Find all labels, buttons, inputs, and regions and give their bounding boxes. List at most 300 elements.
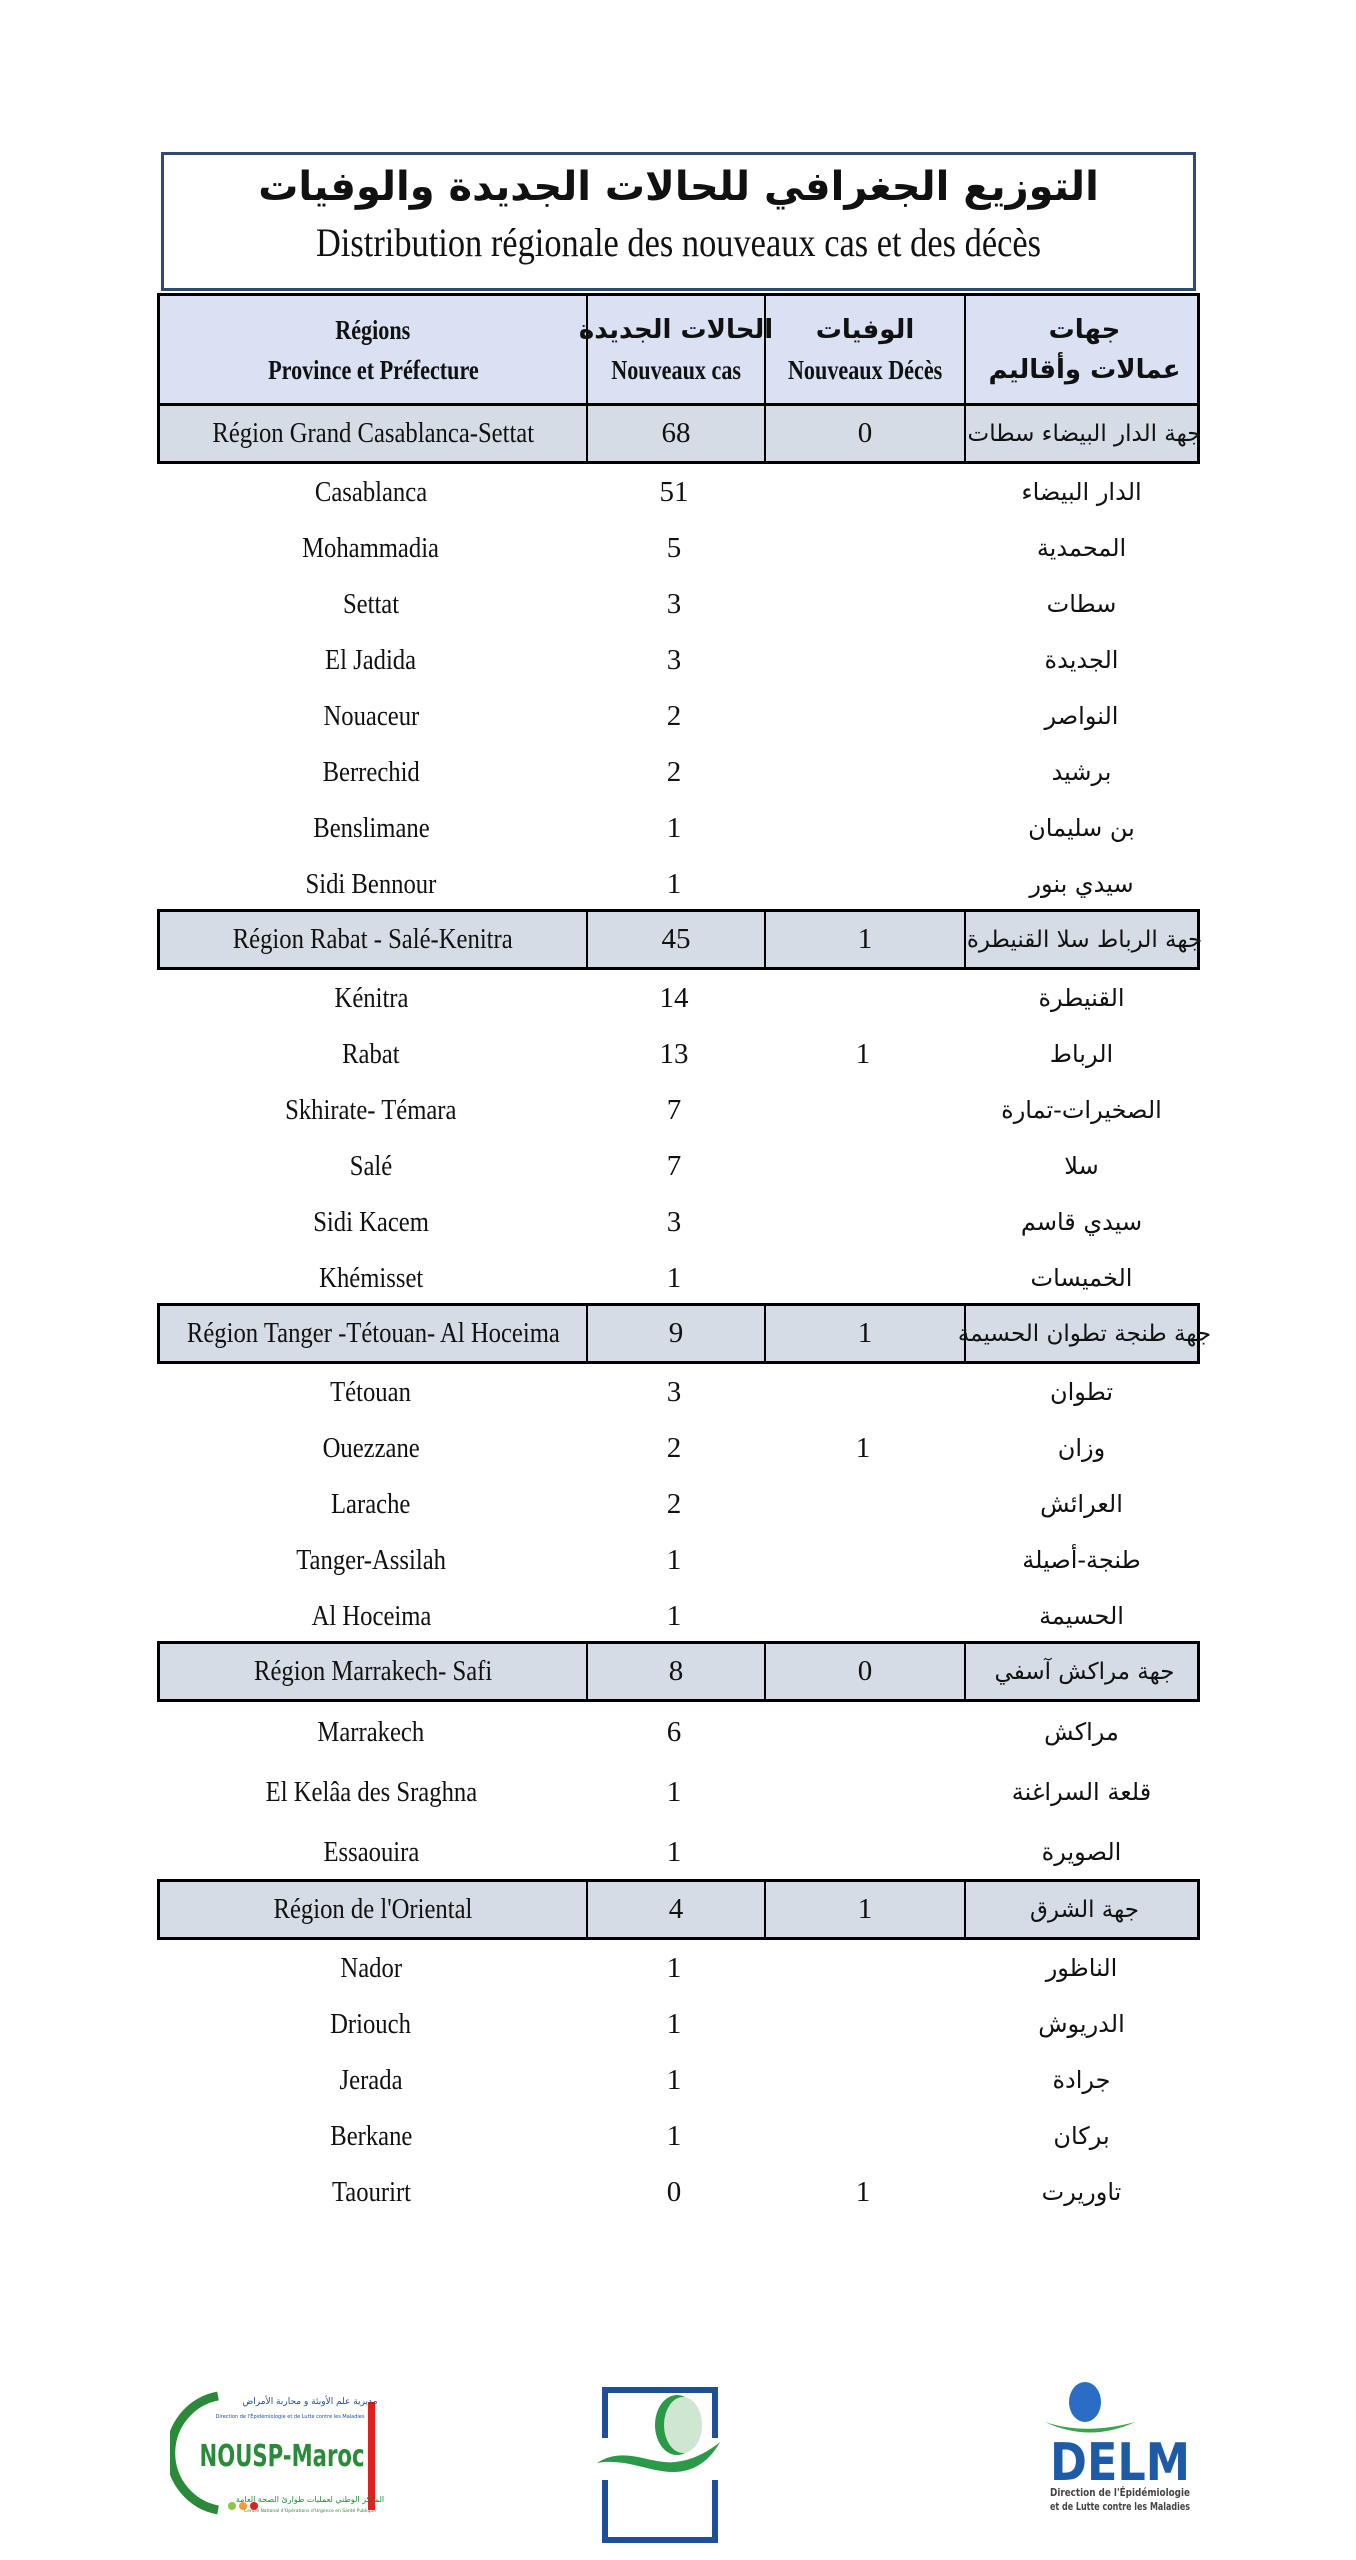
region-name-ar-text: جهة الرباط سلا القنيطرة: [966, 926, 1203, 953]
nousp-top-ar: مديرية علم الأوبئة و محاربة الأمراض: [242, 2397, 378, 2407]
province-new-deaths: [763, 2052, 963, 2108]
region-new-deaths-text: 0: [857, 1655, 873, 1687]
province-new-cases-text: 0: [666, 2175, 682, 2208]
region-name-fr-text: Région Tanger -Tétouan- Al Hoceima: [186, 1317, 560, 1349]
province-new-cases: [585, 1940, 763, 1996]
province-name-ar-text: الدار البيضاء: [1021, 478, 1142, 506]
region-new-deaths-text: 1: [857, 1317, 873, 1349]
province-name-fr-text: Essaouira: [323, 1835, 419, 1868]
province-name-fr: [157, 1138, 585, 1194]
province-new-cases: [585, 856, 763, 912]
province-new-cases-text: 1: [666, 867, 682, 900]
province-new-cases-text: 2: [666, 1487, 682, 1520]
province-name-fr: [157, 1026, 585, 1082]
province-name-ar: [963, 1476, 1200, 1532]
province-new-cases-text: 1: [666, 1543, 682, 1576]
province-name-fr: [157, 1250, 585, 1306]
province-new-deaths: [763, 970, 963, 1026]
province-name-fr-text: El Kelâa des Sraghna: [265, 1775, 477, 1808]
title-arabic: التوزيع الجغرافي للحالات الجديدة والوفيات: [258, 164, 1099, 210]
region-row: [157, 909, 1203, 970]
province-new-cases-text: 1: [666, 811, 682, 844]
province-name-ar-text: القنيطرة: [1038, 984, 1125, 1012]
nousp-top-fr: Direction de l'Épidémiologie et de Lutte contre les Maladies: [215, 2414, 365, 2420]
province-name-ar: [963, 576, 1200, 632]
region-name-ar-text: جهة مراكش آسفي: [994, 1658, 1175, 1685]
province-new-deaths: [763, 2164, 963, 2220]
province-row: [157, 1996, 1200, 2052]
province-new-cases: [585, 1476, 763, 1532]
province-new-cases-text: 14: [659, 981, 689, 1014]
region-new-deaths: [766, 406, 966, 461]
province-new-cases: [585, 464, 763, 520]
province-name-ar-text: الصويرة: [1041, 1838, 1122, 1866]
region-row: [157, 1879, 1200, 1940]
delm-swoosh-icon: [1045, 2422, 1135, 2433]
province-name-ar-text: مراكش: [1044, 1718, 1119, 1746]
province-row: [157, 1082, 1200, 1138]
province-row: [157, 1762, 1200, 1822]
province-new-deaths: [763, 464, 963, 520]
region-new-cases-text: 4: [668, 1893, 684, 1925]
province-new-cases: [585, 576, 763, 632]
region-new-cases: [588, 1644, 766, 1699]
header-regions-ar: [966, 296, 1203, 403]
region-name-fr-text: Région Marrakech- Safi: [253, 1655, 493, 1687]
province-row: [157, 744, 1200, 800]
province-name-fr-text: Ouezzane: [322, 1431, 420, 1464]
province-new-cases-text: 2: [666, 755, 682, 788]
province-name-fr-text: Tétouan: [330, 1375, 412, 1408]
header-regions-label: Régions: [335, 314, 411, 345]
province-new-deaths: [763, 1762, 963, 1822]
province-name-ar: [963, 2164, 1200, 2220]
province-new-cases: [585, 970, 763, 1026]
province-new-deaths: [763, 856, 963, 912]
province-new-deaths: [763, 1082, 963, 1138]
nousp-maroc-logo: [170, 2388, 385, 2518]
province-new-cases: [585, 744, 763, 800]
province-name-ar-text: قلعة السراغنة: [1011, 1778, 1152, 1806]
province-name-fr-text: Al Hoceima: [311, 1599, 431, 1632]
province-name-fr-text: Berkane: [329, 2119, 413, 2152]
province-new-deaths: [763, 744, 963, 800]
region-name-fr-text: Région Grand Casablanca-Settat: [212, 417, 534, 449]
province-new-cases-text: 1: [666, 2063, 682, 2096]
province-new-cases-text: 7: [666, 1093, 682, 1126]
province-name-fr-text: El Jadida: [325, 643, 417, 676]
header-new-deaths: [766, 296, 966, 403]
province-name-ar-text: الخميسات: [1030, 1264, 1133, 1292]
province-name-ar-text: سيدي قاسم: [1020, 1208, 1143, 1236]
province-name-fr-text: Skhirate- Témara: [285, 1093, 457, 1126]
province-name-fr: [157, 744, 585, 800]
province-name-ar: [963, 856, 1200, 912]
table-header: [157, 293, 1200, 406]
region-name-ar: [966, 406, 1203, 461]
province-new-deaths: [763, 1996, 963, 2052]
province-new-cases: [585, 1996, 763, 2052]
region-new-deaths: [766, 1882, 966, 1937]
province-row: [157, 2108, 1200, 2164]
province-row: [157, 1588, 1200, 1644]
table-body: [157, 403, 1212, 2220]
province-row: [157, 856, 1200, 912]
province-row: [157, 1250, 1200, 1306]
province-name-ar-text: برشيد: [1051, 758, 1112, 786]
region-name-ar: [966, 1644, 1203, 1699]
province-row: [157, 970, 1200, 1026]
distribution-table: [157, 293, 1212, 2220]
province-row: [157, 1138, 1200, 1194]
nousp-name: NOUSP-Maroc: [199, 2439, 365, 2474]
province-name-ar: [963, 1364, 1200, 1420]
nousp-red-bar-icon: [368, 2402, 375, 2510]
region-name-ar: [966, 1882, 1203, 1937]
province-row: [157, 1532, 1200, 1588]
province-new-deaths: [763, 1420, 963, 1476]
province-new-deaths: [763, 688, 963, 744]
province-name-fr-text: Settat: [342, 587, 400, 620]
province-new-cases: [585, 1138, 763, 1194]
province-new-cases-text: 5: [666, 531, 682, 564]
province-name-fr-text: Sidi Bennour: [305, 867, 437, 900]
province-new-cases: [585, 1082, 763, 1138]
region-new-cases: [588, 912, 766, 967]
frame-bottom-icon: [605, 2480, 715, 2540]
province-new-cases: [585, 1762, 763, 1822]
province-new-cases-text: 1: [666, 1261, 682, 1294]
province-name-fr-text: Nador: [340, 1951, 402, 1984]
province-new-cases-text: 51: [659, 475, 689, 508]
province-new-deaths: [763, 1822, 963, 1882]
province-name-fr: [157, 1420, 585, 1476]
province-name-ar-text: تاوريرت: [1041, 2178, 1122, 2206]
title-box: [161, 152, 1196, 291]
province-new-cases: [585, 1702, 763, 1762]
province-name-ar: [963, 1588, 1200, 1644]
delm-head-icon: [1069, 2382, 1101, 2422]
province-new-cases-text: 3: [666, 643, 682, 676]
region-name-fr-text: Région Rabat - Salé-Kenitra: [233, 923, 513, 955]
province-name-ar: [963, 744, 1200, 800]
region-new-deaths-text: 1: [857, 923, 873, 955]
province-new-cases-text: 13: [659, 1037, 689, 1070]
region-new-deaths: [766, 1644, 966, 1699]
region-new-deaths: [766, 1306, 966, 1361]
header-new-deaths-ar: الوفيات: [815, 314, 915, 345]
province-row: [157, 2164, 1200, 2220]
header-regions-ar-line2: عمالات وأقاليم: [988, 354, 1181, 385]
region-name-fr: [160, 406, 588, 461]
province-name-ar-text: العرائش: [1040, 1490, 1123, 1518]
province-new-cases: [585, 1822, 763, 1882]
header-region-province: [160, 296, 588, 403]
province-new-cases: [585, 1420, 763, 1476]
province-new-cases-text: 1: [666, 1775, 682, 1808]
province-name-fr: [157, 1476, 585, 1532]
delm-line1: Direction de l'Épidémiologie: [1050, 2486, 1190, 2499]
header-province-label: Province et Préfecture: [267, 354, 479, 385]
province-name-ar: [963, 464, 1200, 520]
province-name-fr: [157, 1996, 585, 2052]
province-name-fr-text: Benslimane: [312, 811, 430, 844]
province-row: [157, 688, 1200, 744]
province-row: [157, 1940, 1200, 1996]
province-name-fr: [157, 2052, 585, 2108]
province-new-cases-text: 6: [666, 1715, 682, 1748]
province-name-fr: [157, 1364, 585, 1420]
province-new-cases: [585, 2052, 763, 2108]
province-name-ar: [963, 1532, 1200, 1588]
province-new-deaths: [763, 632, 963, 688]
region-name-fr: [160, 912, 588, 967]
region-new-cases-text: 68: [661, 417, 691, 449]
province-name-fr: [157, 520, 585, 576]
province-new-cases: [585, 688, 763, 744]
province-name-fr: [157, 1940, 585, 1996]
region-name-ar: [966, 912, 1203, 967]
dot-green-icon: [228, 2502, 236, 2510]
province-new-cases-text: 2: [666, 699, 682, 732]
province-new-cases: [585, 1026, 763, 1082]
province-name-fr: [157, 970, 585, 1026]
province-new-cases: [585, 800, 763, 856]
province-row: [157, 464, 1200, 520]
region-new-cases-text: 9: [668, 1317, 684, 1349]
province-name-fr-text: Berrechid: [322, 755, 420, 788]
province-new-deaths-text: 1: [855, 2175, 871, 2208]
header-new-cases-fr: Nouveaux cas: [611, 354, 741, 385]
header-new-deaths-fr: Nouveaux Décès: [787, 354, 943, 385]
province-name-fr-text: Larache: [331, 1487, 411, 1520]
province-new-deaths: [763, 520, 963, 576]
province-new-cases-text: 1: [666, 1835, 682, 1868]
province-new-deaths: [763, 1532, 963, 1588]
province-new-deaths: [763, 1476, 963, 1532]
province-new-deaths: [763, 1702, 963, 1762]
province-name-fr-text: Rabat: [342, 1037, 400, 1070]
region-new-cases: [588, 1882, 766, 1937]
header-new-cases-ar: الحالات الجديدة: [578, 314, 774, 345]
region-row: [157, 403, 1200, 464]
province-new-cases: [585, 1194, 763, 1250]
province-row: [157, 2052, 1200, 2108]
province-new-cases-text: 3: [666, 1205, 682, 1238]
province-name-ar-text: تطوان: [1049, 1378, 1114, 1406]
region-new-deaths-text: 0: [857, 417, 873, 449]
province-name-ar-text: وزان: [1057, 1434, 1106, 1462]
region-new-cases: [588, 1306, 766, 1361]
province-name-ar: [963, 2052, 1200, 2108]
region-new-cases: [588, 406, 766, 461]
province-new-deaths: [763, 800, 963, 856]
province-name-ar-text: الناظور: [1045, 1954, 1118, 1982]
province-name-fr: [157, 1762, 585, 1822]
ministry-health-logo: [595, 2380, 725, 2550]
province-new-deaths: [763, 1940, 963, 1996]
province-new-cases-text: 3: [666, 1375, 682, 1408]
province-new-cases: [585, 632, 763, 688]
region-name-ar: [957, 1306, 1212, 1361]
logos-footer: [0, 2380, 1356, 2550]
province-row: [157, 632, 1200, 688]
province-name-ar-text: الصخيرات-تمارة: [1001, 1096, 1162, 1124]
province-name-ar: [963, 1250, 1200, 1306]
province-new-deaths: [763, 1250, 963, 1306]
province-new-cases: [585, 1588, 763, 1644]
province-new-deaths-text: 1: [855, 1431, 871, 1464]
province-name-ar-text: طنجة-أصيلة: [1022, 1546, 1141, 1574]
province-new-cases-text: 2: [666, 1431, 682, 1464]
province-row: [157, 1822, 1200, 1882]
province-name-ar-text: سيدي بنور: [1029, 870, 1134, 898]
wave-icon: [597, 2442, 720, 2472]
province-new-cases-text: 7: [666, 1149, 682, 1182]
province-name-fr-text: Driouch: [330, 2007, 412, 2040]
province-name-fr-text: Salé: [349, 1149, 393, 1182]
province-name-ar: [963, 1082, 1200, 1138]
province-row: [157, 1364, 1200, 1420]
province-name-ar-text: جرادة: [1052, 2066, 1111, 2094]
province-name-ar-text: الحسيمة: [1039, 1602, 1124, 1630]
province-name-fr: [157, 1194, 585, 1250]
nousp-bottom-fr: Centre National d'Opérations d'Urgence en Santé Publique: [243, 2509, 377, 2514]
province-name-fr-text: Taourirt: [331, 2175, 411, 2208]
province-name-fr: [157, 464, 585, 520]
province-new-cases-text: 3: [666, 587, 682, 620]
province-name-ar-text: بن سليمان: [1028, 814, 1135, 842]
province-name-ar-text: سطات: [1046, 590, 1117, 618]
province-row: [157, 1026, 1200, 1082]
province-name-ar: [963, 1822, 1200, 1882]
province-name-ar: [963, 1194, 1200, 1250]
region-new-deaths-text: 1: [857, 1893, 873, 1925]
province-name-ar-text: النواصر: [1044, 702, 1119, 730]
delm-name: DELM: [1050, 2433, 1190, 2493]
title-french: Distribution régionale des nouveaux cas et des décès: [315, 220, 1042, 265]
region-name-ar-text: جهة الشرق: [1030, 1896, 1139, 1923]
province-name-ar-text: بركان: [1053, 2122, 1110, 2150]
province-new-cases: [585, 1364, 763, 1420]
province-name-fr-text: Khémisset: [318, 1261, 424, 1294]
province-name-fr-text: Jerada: [339, 2063, 403, 2096]
region-row: [157, 1641, 1200, 1702]
region-name-fr: [160, 1306, 588, 1361]
province-name-fr: [157, 1532, 585, 1588]
province-new-cases: [585, 2108, 763, 2164]
province-new-cases: [585, 2164, 763, 2220]
province-name-fr-text: Tanger-Assilah: [296, 1543, 446, 1576]
province-new-deaths: [763, 1364, 963, 1420]
province-name-fr: [157, 576, 585, 632]
province-new-cases-text: 1: [666, 2119, 682, 2152]
header-new-cases: [578, 296, 774, 403]
region-row: [157, 1303, 1212, 1364]
delm-line2: et de Lutte contre les Maladies: [1050, 2500, 1191, 2513]
province-name-fr-text: Mohammadia: [302, 531, 440, 564]
province-name-ar: [963, 1940, 1200, 1996]
province-name-ar: [963, 1702, 1200, 1762]
province-name-fr: [157, 1082, 585, 1138]
province-name-fr: [157, 800, 585, 856]
province-name-fr: [157, 1822, 585, 1882]
province-new-deaths-text: 1: [855, 1037, 871, 1070]
region-name-ar-text: جهة الدار البيضاء سطات: [967, 420, 1202, 447]
province-new-deaths: [763, 1138, 963, 1194]
province-name-fr: [157, 2164, 585, 2220]
province-row: [157, 1476, 1200, 1532]
region-new-cases-text: 45: [661, 923, 691, 955]
province-name-ar: [963, 800, 1200, 856]
province-name-ar: [963, 1996, 1200, 2052]
province-row: [157, 1702, 1200, 1762]
province-name-ar-text: الرباط: [1049, 1040, 1114, 1068]
province-name-ar: [963, 688, 1200, 744]
region-new-deaths: [766, 912, 966, 967]
province-name-ar: [963, 970, 1200, 1026]
province-row: [157, 1194, 1200, 1250]
province-name-ar-text: سلا: [1064, 1152, 1099, 1180]
province-name-fr: [157, 1702, 585, 1762]
province-name-fr-text: Sidi Kacem: [313, 1205, 429, 1238]
province-new-cases: [585, 1250, 763, 1306]
province-name-ar: [963, 1026, 1200, 1082]
province-name-ar: [963, 632, 1200, 688]
province-name-ar-text: الدريوش: [1038, 2010, 1125, 2038]
province-name-ar: [963, 2108, 1200, 2164]
region-name-fr-text: Région de l'Oriental: [273, 1893, 473, 1925]
delm-logo: [1035, 2380, 1205, 2520]
province-name-fr: [157, 1588, 585, 1644]
province-new-cases-text: 1: [666, 1599, 682, 1632]
province-row: [157, 800, 1200, 856]
crescent-light-icon: [664, 2397, 702, 2453]
province-name-ar-text: المحمدية: [1036, 534, 1127, 562]
province-new-cases: [585, 1532, 763, 1588]
region-name-ar-text: جهة طنجة تطوان الحسيمة: [957, 1320, 1212, 1347]
province-new-cases: [585, 520, 763, 576]
header-regions-ar-line1: جهات: [1048, 314, 1121, 345]
province-name-fr: [157, 632, 585, 688]
province-new-deaths: [763, 1194, 963, 1250]
province-new-cases-text: 1: [666, 1951, 682, 1984]
province-new-deaths: [763, 1588, 963, 1644]
province-name-fr-text: Marrakech: [317, 1715, 425, 1748]
province-name-fr: [157, 2108, 585, 2164]
province-new-cases-text: 1: [666, 2007, 682, 2040]
province-name-ar-text: الجديدة: [1044, 646, 1119, 674]
province-new-deaths: [763, 2108, 963, 2164]
province-name-fr: [157, 856, 585, 912]
province-row: [157, 576, 1200, 632]
province-name-fr-text: Nouaceur: [323, 699, 419, 732]
province-name-ar: [963, 1138, 1200, 1194]
region-name-fr: [160, 1644, 588, 1699]
province-row: [157, 1420, 1200, 1476]
province-new-deaths: [763, 576, 963, 632]
province-name-ar: [963, 1762, 1200, 1822]
province-name-fr-text: Casablanca: [314, 475, 428, 508]
nousp-bottom-ar: المركز الوطني لعمليات طوارئ الصحة العامة: [235, 2495, 385, 2504]
province-name-ar: [963, 1420, 1200, 1476]
region-new-cases-text: 8: [668, 1655, 684, 1687]
province-name-ar: [963, 520, 1200, 576]
province-name-fr: [157, 688, 585, 744]
province-name-fr-text: Kénitra: [334, 981, 408, 1014]
province-row: [157, 520, 1200, 576]
province-new-deaths: [763, 1026, 963, 1082]
